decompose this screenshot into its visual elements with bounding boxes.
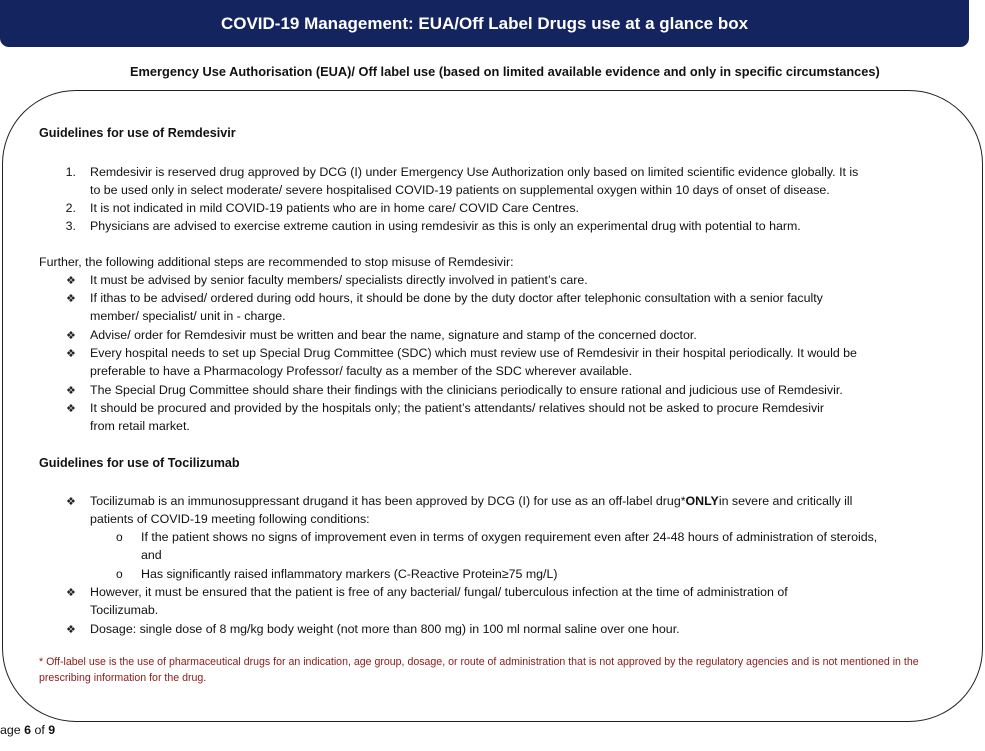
bullet-icon: ❖ — [66, 587, 76, 599]
bullet-icon: ❖ — [66, 496, 76, 508]
footnote: * Off-label use is the use of pharmaceutical drugs for an indication, age group, dosage, or route of administration that is not approved by the regulatory agencies and is not mentioned in the prescribing information for the drug. — [39, 656, 919, 684]
bullet-text-part: Tocilizumab is an immunosuppressant drugand it has been approved by DCG (I) for use as an off-label drug* — [90, 494, 686, 508]
list-text: Physicians are advised to exercise extreme caution in using remdesivir as this is only an experimental drug with potential to harm. — [90, 219, 801, 233]
bullet-icon: ❖ — [66, 385, 76, 397]
sub-bullet-text: Has significantly raised inflammatory markers (C-Reactive Protein≥75 mg/L) — [141, 567, 558, 581]
bullet-text: If ithas to be advised/ ordered during odd hours, it should be done by the duty doctor after telephonic consultation with a senior faculty — [90, 291, 823, 305]
bullet-text: The Special Drug Committee should share their findings with the clinicians periodically to ensure rational and judicious use of Remdesivir. — [90, 383, 843, 397]
page-current: 6 — [24, 723, 32, 737]
remdesivir-heading: Guidelines for use of Remdesivir — [39, 126, 236, 140]
list-text: It is not indicated in mild COVID-19 patients who are in home care/ COVID Care Centres. — [90, 201, 579, 215]
bullet-text: Dosage: single dose of 8 mg/kg body weight (not more than 800 mg) in 100 ml normal saline over one hour. — [90, 622, 680, 636]
tocilizumab-heading: Guidelines for use of Tocilizumab — [39, 456, 240, 470]
list-text: Remdesivir is reserved drug approved by DCG (I) under Emergency Use Authorization only based on limited scientific evidence globally. It is — [90, 165, 859, 179]
bullet-text: Every hospital needs to set up Special Drug Committee (SDC) which must review use of Remdesivir in their hospital periodically. It would be — [90, 346, 857, 360]
emphasis-only: ONLY — [685, 494, 719, 508]
bullet-text: from retail market. — [90, 419, 190, 433]
bullet-text: However, it must be ensured that the patient is free of any bacterial/ fungal/ tuberculous infection at the time of administration of — [90, 585, 788, 599]
bullet-text: patients of COVID-19 meeting following conditions: — [90, 512, 370, 526]
page-title: COVID-19 Management: EUA/Off Label Drugs use at a glance box — [220, 13, 749, 33]
bullet-icon: ❖ — [66, 348, 76, 360]
subtitle: Emergency Use Authorisation (EUA)/ Off label use (based on limited available evidence and only in specific circumstances) — [130, 64, 880, 79]
page-prefix: age — [0, 723, 25, 737]
circle-bullet-icon: o — [116, 567, 123, 581]
list-text: to be used only in select moderate/ severe hospitalised COVID-19 patients on supplemental oxygen within 10 days of onset of disease. — [90, 183, 830, 197]
further-intro: Further, the following additional steps are recommended to stop misuse of Remdesivir: — [39, 255, 514, 269]
sub-bullet-text: and — [141, 548, 162, 562]
list-number: 3. — [65, 219, 76, 233]
list-number: 1. — [65, 165, 76, 179]
bullet-text: Advise/ order for Remdesivir must be written and bear the name, signature and stamp of the concerned doctor. — [90, 328, 697, 342]
page-of: of — [31, 723, 49, 737]
list-number: 2. — [65, 201, 76, 215]
bullet-icon: ❖ — [66, 330, 76, 342]
bullet-text-part: in severe and critically ill — [718, 494, 853, 508]
bullet-icon: ❖ — [66, 624, 76, 636]
bullet-icon: ❖ — [66, 293, 76, 305]
header-bar — [0, 0, 969, 47]
page-total: 9 — [48, 723, 56, 737]
bullet-text: preferable to have a Pharmacology Professor/ faculty as a member of the SDC wherever available. — [90, 364, 633, 378]
bullet-icon: ❖ — [66, 403, 76, 415]
circle-bullet-icon: o — [116, 530, 123, 544]
sub-bullet-text: If the patient shows no signs of improvement even in terms of oxygen requirement even after 24-48 hours of administration of steroids, — [141, 530, 878, 544]
page-number — [0, 723, 55, 737]
bullet-text: Tocilizumab. — [90, 603, 159, 617]
bullet-text — [90, 492, 852, 510]
bullet-icon: ❖ — [66, 275, 76, 287]
bullet-text: It should be procured and provided by the hospitals only; the patient’s attendants/ relatives should not be asked to procure Remdesivir — [90, 401, 825, 415]
bullet-text: It must be advised by senior faculty members/ specialists directly involved in patient’s care. — [90, 273, 588, 287]
bullet-text: member/ specialist/ unit in - charge. — [90, 309, 286, 323]
